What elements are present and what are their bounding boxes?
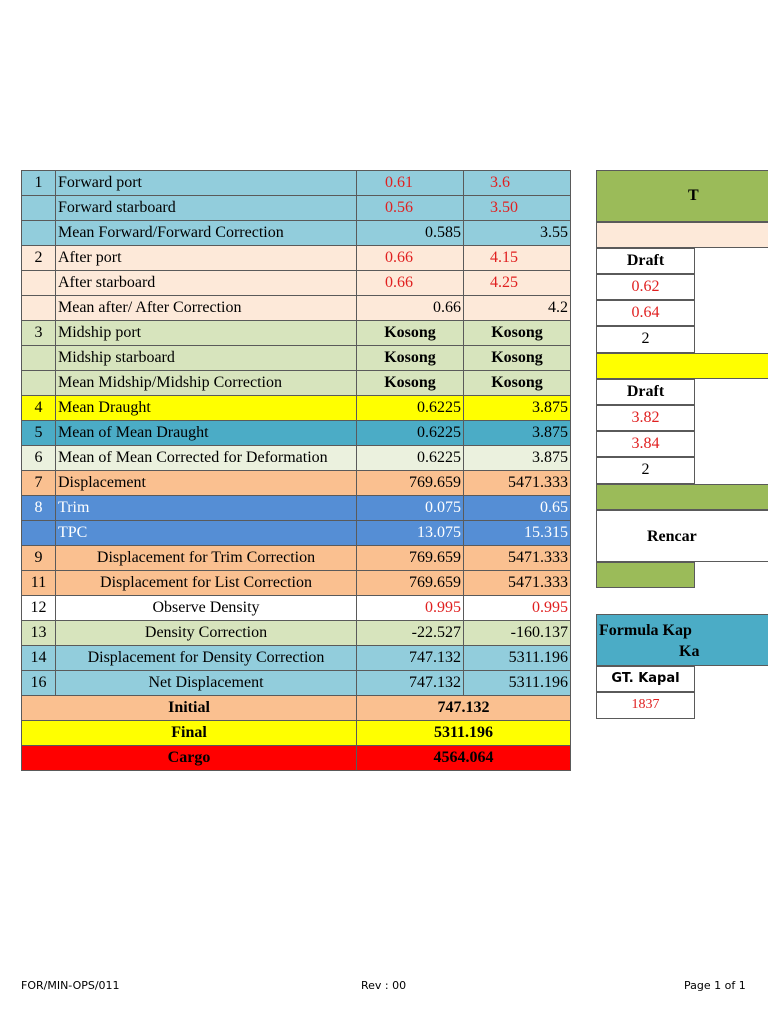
- value-initial: 0.6225: [357, 396, 464, 421]
- summary-value: 5311.196: [357, 721, 571, 746]
- value-initial: 0.66: [357, 296, 464, 321]
- right-header-text: T: [688, 187, 699, 204]
- draft-value: 0.62: [596, 274, 695, 300]
- formula-block: [596, 614, 768, 666]
- value-initial: Kosong: [357, 346, 464, 371]
- value-initial: 769.659: [357, 546, 464, 571]
- row-label: Displacement for Trim Correction: [56, 546, 357, 571]
- row-number: 5: [22, 421, 56, 446]
- gt-label: GT. Kapal: [596, 666, 695, 692]
- value-initial: -22.527: [357, 621, 464, 646]
- value-final: -160.137: [464, 621, 571, 646]
- value-initial: 0.585: [357, 221, 464, 246]
- formula-text-2: Ka: [679, 643, 700, 660]
- draft-value: 2: [596, 457, 695, 484]
- draft-header-2: Draft: [596, 379, 695, 405]
- value-initial: 747.132: [357, 671, 464, 696]
- row-number: 8: [22, 496, 56, 521]
- row-label: TPC: [56, 521, 357, 546]
- value-initial: 0.995: [357, 596, 464, 621]
- value-final: 0.65: [464, 496, 571, 521]
- value-initial: 0.6225: [357, 421, 464, 446]
- table-row: [22, 421, 571, 446]
- row-number: 9: [22, 546, 56, 571]
- right-olive-band-2: [596, 562, 695, 588]
- formula-text-1: Formula Kap: [599, 622, 692, 639]
- value-initial: 0.61: [357, 171, 464, 196]
- value-final: 3.875: [464, 421, 571, 446]
- draft-survey-table: [21, 170, 571, 771]
- value-final: 5471.333: [464, 571, 571, 596]
- summary-label: Cargo: [22, 746, 357, 771]
- value-initial: 0.66: [357, 246, 464, 271]
- table-row: [22, 596, 571, 621]
- table-row: [22, 246, 571, 271]
- value-initial: 13.075: [357, 521, 464, 546]
- row-label: Midship starboard: [56, 346, 357, 371]
- row-label: Mean after/ After Correction: [56, 296, 357, 321]
- row-number: [22, 221, 56, 246]
- row-label: Mean of Mean Draught: [56, 421, 357, 446]
- value-initial: 769.659: [357, 571, 464, 596]
- right-header-block: [596, 170, 768, 222]
- value-final: 3.875: [464, 446, 571, 471]
- row-label: Net Displacement: [56, 671, 357, 696]
- row-label: Forward starboard: [56, 196, 357, 221]
- row-number: 12: [22, 596, 56, 621]
- row-label: Trim: [56, 496, 357, 521]
- value-initial: 0.56: [357, 196, 464, 221]
- table-row: [22, 521, 571, 546]
- row-number: 3: [22, 321, 56, 346]
- table-row: [22, 321, 571, 346]
- draft-value: 3.84: [596, 431, 695, 457]
- row-number: 1: [22, 171, 56, 196]
- row-label: Displacement for List Correction: [56, 571, 357, 596]
- value-final: 0.995: [464, 596, 571, 621]
- row-number: 4: [22, 396, 56, 421]
- row-label: Observe Density: [56, 596, 357, 621]
- value-final: 15.315: [464, 521, 571, 546]
- value-final: 4.2: [464, 296, 571, 321]
- right-peach-band: [596, 222, 768, 248]
- value-final: 3.50: [464, 196, 571, 221]
- table-row: [22, 171, 571, 196]
- value-initial: 747.132: [357, 646, 464, 671]
- row-number: [22, 196, 56, 221]
- value-initial: 769.659: [357, 471, 464, 496]
- footer-page-number: Page 1 of 1: [684, 979, 746, 992]
- value-initial: 0.075: [357, 496, 464, 521]
- summary-row-cargo: [22, 746, 571, 771]
- row-number: 11: [22, 571, 56, 596]
- value-final: 3.55: [464, 221, 571, 246]
- value-final: 4.25: [464, 271, 571, 296]
- footer-form-code: FOR/MIN-OPS/011: [21, 979, 120, 992]
- row-number: 13: [22, 621, 56, 646]
- table-row: [22, 296, 571, 321]
- value-final: Kosong: [464, 346, 571, 371]
- table-row: [22, 196, 571, 221]
- table-row: [22, 671, 571, 696]
- row-label: Displacement: [56, 471, 357, 496]
- footer-revision: Rev : 00: [361, 979, 407, 992]
- value-final: Kosong: [464, 371, 571, 396]
- row-number: 6: [22, 446, 56, 471]
- row-label: Forward port: [56, 171, 357, 196]
- summary-label: Final: [22, 721, 357, 746]
- summary-label: Initial: [22, 696, 357, 721]
- row-label: After starboard: [56, 271, 357, 296]
- table-row: [22, 446, 571, 471]
- summary-value: 747.132: [357, 696, 571, 721]
- rencana-block: [596, 510, 768, 562]
- right-yellow-band: [596, 353, 768, 379]
- value-final: 5471.333: [464, 471, 571, 496]
- table-row: [22, 571, 571, 596]
- row-number: [22, 346, 56, 371]
- value-final: 4.15: [464, 246, 571, 271]
- value-initial: Kosong: [357, 371, 464, 396]
- rencana-text: Rencar: [647, 528, 697, 545]
- right-olive-band: [596, 484, 768, 510]
- table-row: [22, 496, 571, 521]
- row-label: Mean Midship/Midship Correction: [56, 371, 357, 396]
- table-row: [22, 371, 571, 396]
- row-label: Displacement for Density Correction: [56, 646, 357, 671]
- table-row: [22, 346, 571, 371]
- value-final: 5311.196: [464, 671, 571, 696]
- row-label: Mean Forward/Forward Correction: [56, 221, 357, 246]
- row-label: Midship port: [56, 321, 357, 346]
- value-initial: Kosong: [357, 321, 464, 346]
- table-row: [22, 396, 571, 421]
- gt-value: 1837: [596, 692, 695, 719]
- draft-value: 0.64: [596, 300, 695, 326]
- value-initial: 0.66: [357, 271, 464, 296]
- value-final: 5311.196: [464, 646, 571, 671]
- draft-value: 2: [596, 326, 695, 353]
- draft-header-1: Draft: [596, 248, 695, 274]
- table-row: [22, 646, 571, 671]
- row-number: [22, 521, 56, 546]
- row-number: [22, 271, 56, 296]
- row-number: 2: [22, 246, 56, 271]
- row-number: [22, 296, 56, 321]
- value-final: 3.6: [464, 171, 571, 196]
- summary-row-final: [22, 721, 571, 746]
- row-number: 14: [22, 646, 56, 671]
- row-number: 7: [22, 471, 56, 496]
- row-label: Mean Draught: [56, 396, 357, 421]
- table-row: [22, 546, 571, 571]
- value-final: Kosong: [464, 321, 571, 346]
- summary-value: 4564.064: [357, 746, 571, 771]
- value-initial: 0.6225: [357, 446, 464, 471]
- row-label: Mean of Mean Corrected for Deformation: [56, 446, 357, 471]
- row-number: [22, 371, 56, 396]
- draft-value: 3.82: [596, 405, 695, 431]
- value-final: 5471.333: [464, 546, 571, 571]
- table-row: [22, 271, 571, 296]
- summary-row-initial: [22, 696, 571, 721]
- table-row: [22, 471, 571, 496]
- table-row: [22, 621, 571, 646]
- value-final: 3.875: [464, 396, 571, 421]
- row-number: 16: [22, 671, 56, 696]
- table-row: [22, 221, 571, 246]
- row-label: After port: [56, 246, 357, 271]
- row-label: Density Correction: [56, 621, 357, 646]
